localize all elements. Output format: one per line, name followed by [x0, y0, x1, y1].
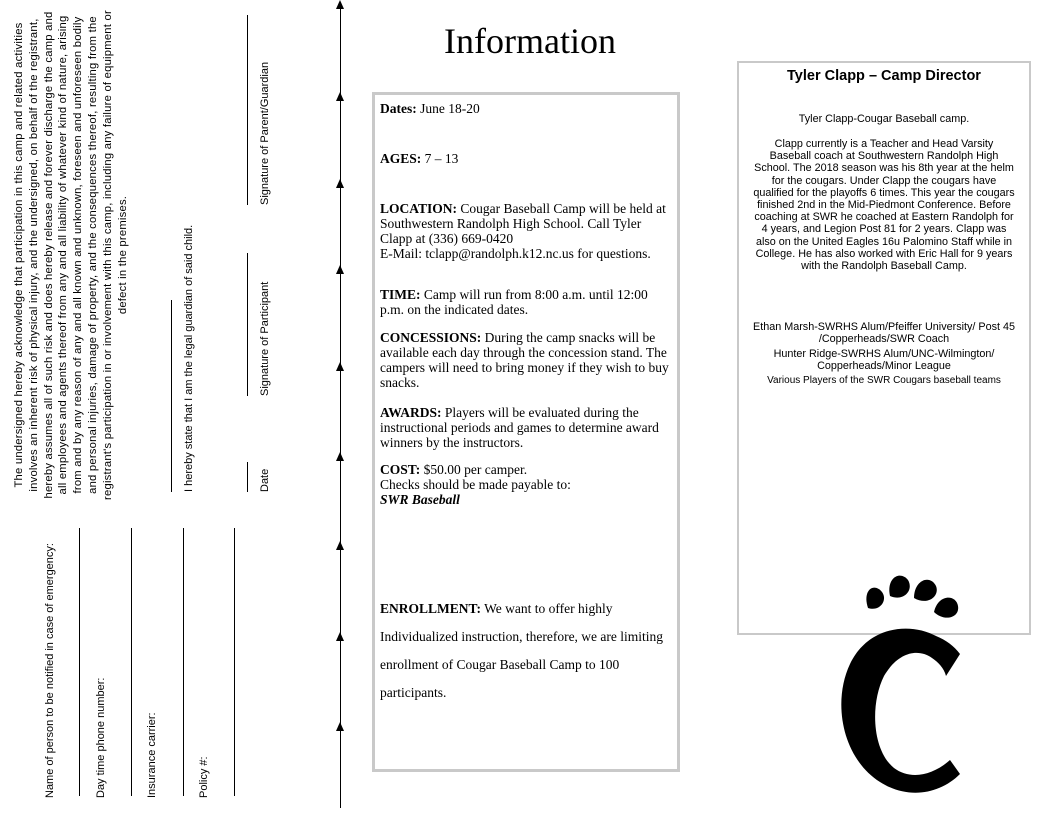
ages-label: AGES: — [380, 151, 422, 166]
waiver-text: The undersigned hereby acknowledge that participation in this camp and related activities involves an inherent risk of physical injury, and the undersigned, on behalf of the registrant, hereby assumes all of such risk and does hereby release and forever discharge the camp and all employees and agents thereof from any and all liability of whatever kind of nature, arising from and by any reason of any and all known and unknown, foreseen and unforeseen bodily and personal injuries, damage of property, and the consequences thereof, resulting from the registrant's participation in or involvement with this camp, including any failure of equipment or defect in the premises. — [13, 10, 129, 500]
info-box — [372, 92, 680, 772]
cost-row — [380, 462, 673, 507]
dates-row — [380, 101, 673, 116]
arrow-up-icon — [336, 541, 344, 550]
emergency-contact-line[interactable] — [79, 528, 80, 796]
date-label: Date — [259, 468, 271, 492]
ages-row — [380, 151, 673, 166]
staff-hunter-ridge: Hunter Ridge-SWRHS Alum/UNC-Wilmington/ Copperheads/Minor League — [773, 348, 995, 373]
arrow-up-icon — [336, 0, 344, 9]
concessions-row — [380, 330, 673, 390]
staff-ethan-marsh: Ethan Marsh-SWRHS Alum/Pfeiffer University/ Post 45 /Copperheads/SWR Coach — [753, 321, 1016, 346]
awards-text: Players will be evaluated during the instructional periods and games to determine award winners by the instructors. — [380, 405, 659, 450]
arrow-up-icon — [336, 362, 344, 371]
time-text: Camp will run from 8:00 a.m. until 12:00 p.m. on the indicated dates. — [380, 287, 648, 317]
awards-row — [380, 405, 673, 450]
enrollment-label: ENROLLMENT: — [380, 601, 482, 616]
cost-payee: SWR Baseball — [380, 492, 460, 507]
enrollment-row — [380, 595, 673, 707]
arrow-up-icon — [336, 179, 344, 188]
location-row — [380, 201, 673, 261]
info-title: Information — [444, 21, 616, 61]
guardian-signature-line — [171, 300, 172, 492]
insurance-label: Insurance carrier: — [146, 712, 158, 798]
dates-label: Dates: — [380, 101, 417, 116]
fold-line — [340, 6, 341, 808]
policy-label: Policy #: — [198, 756, 210, 798]
signature-parent-label: Signature of Parent/Guardian — [259, 61, 271, 205]
cost-checks: Checks should be made payable to: — [380, 477, 571, 492]
arrow-up-icon — [336, 632, 344, 641]
dates-value: June 18-20 — [416, 101, 480, 116]
arrow-up-icon — [336, 92, 344, 101]
emergency-contact-label: Name of person to be notified in case of emergency: — [44, 543, 56, 798]
cost-text: $50.00 per camper. — [420, 462, 528, 477]
enrollment-text: We want to offer highly Individualized instruction, therefore, we are limiting enrollment of Cougar Baseball Camp to 100 participants. — [380, 601, 664, 700]
phone-label: Day time phone number: — [95, 677, 107, 798]
concessions-label: CONCESSIONS: — [380, 330, 482, 345]
director-bio: Clapp currently is a Teacher and Head Varsity Baseball coach at Southwestern Randolph High School. The 2018 season was his 8th year at the helm for the cougars. Under Clapp the cougars have qualified for the playoffs 6 times. This year the cougars finished 2nd in the Mid-Piedmont Conference. Before coaching at SWR he coached at Eastern Randolph for 4 years, and Legion Post 81 for 2 years. Clapp was also on the United Eagles 16u Palomino Staff while in College. He has also worked with Eric Hall for 9 years with the Randolph Baseball Camp. — [753, 138, 1015, 273]
arrow-up-icon — [336, 722, 344, 731]
time-label: TIME: — [380, 287, 421, 302]
director-box — [737, 61, 1031, 635]
arrow-up-icon — [336, 452, 344, 461]
director-intro: Tyler Clapp-Cougar Baseball camp. — [798, 113, 970, 125]
concessions-text: During the camp snacks will be available each day through the concession stand. The campers will need to bring money if they wish to buy snacks. — [380, 330, 669, 390]
staff-various-players: Various Players of the SWR Cougars baseball teams — [767, 375, 1001, 386]
location-label: LOCATION: — [380, 201, 458, 216]
awards-label: AWARDS: — [380, 405, 442, 420]
signature-parent-line — [247, 15, 248, 205]
director-title: Tyler Clapp – Camp Director — [787, 68, 981, 84]
location-email[interactable]: E-Mail: tclapp@randolph.k12.nc.us for questions. — [380, 246, 651, 261]
signature-participant-label: Signature of Participant — [259, 281, 271, 396]
ages-value: 7 – 13 — [421, 151, 459, 166]
arrow-up-icon — [336, 265, 344, 274]
guardian-statement: I hereby state that I am the legal guardian of said child. — [183, 224, 195, 492]
insurance-line[interactable] — [183, 528, 184, 796]
date-line — [247, 462, 248, 492]
location-text: Cougar Baseball Camp will be held at Southwestern Randolph High School. Call Tyler Clapp at (336) 669-0420 — [380, 201, 666, 246]
cost-label: COST: — [380, 462, 421, 477]
policy-line[interactable] — [234, 528, 235, 796]
time-row — [380, 287, 673, 317]
signature-participant-line — [247, 253, 248, 396]
phone-line[interactable] — [131, 528, 132, 796]
cougar-paw-c-logo — [828, 572, 968, 804]
